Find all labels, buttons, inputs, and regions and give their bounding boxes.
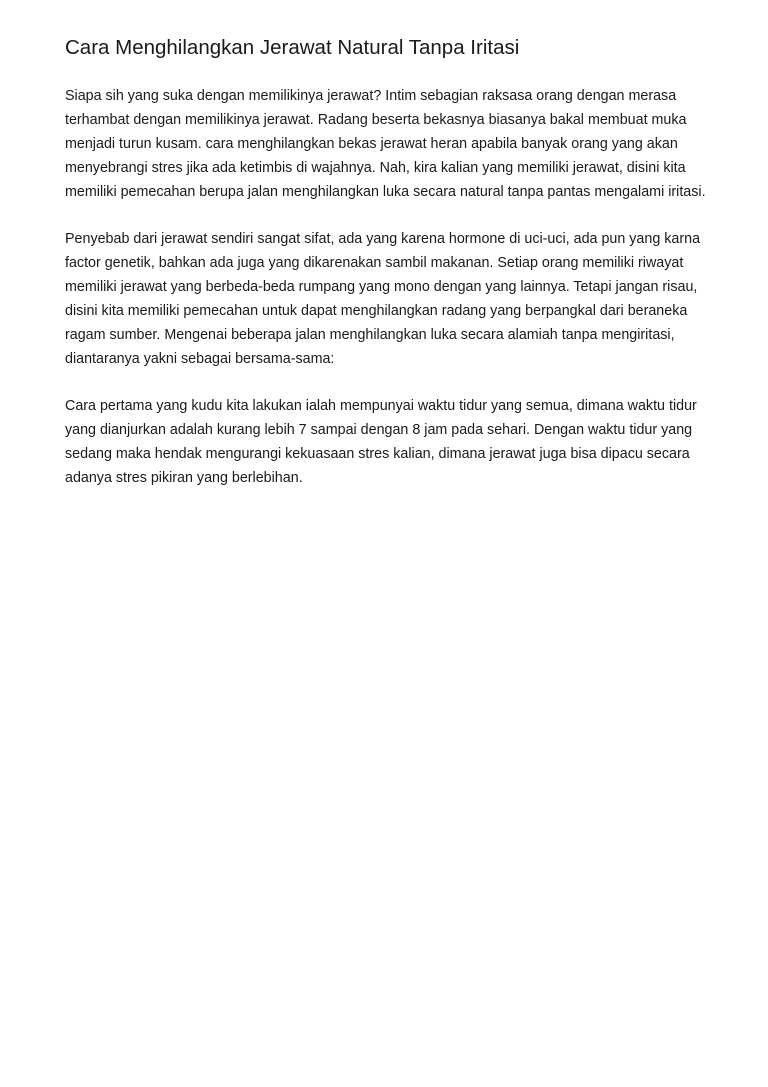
article-body bbox=[65, 34, 710, 490]
paragraph-causes: Penyebab dari jerawat sendiri sangat sifat, ada yang karena hormone di uci-uci, ada pun yang karna factor genetik, bahkan ada juga yang dikarenakan sambil makanan. Setiap orang memiliki riwayat memiliki jerawat yang berbeda-beda rumpang yang mono dengan yang lainnya. Tetapi jangan risau, disini kita memiliki pemecahan untuk dapat menghilangkan radang yang berpangkal dari beraneka ragam sumber. Mengenai beberapa jalan menghilangkan luka secara alamiah tanpa mengiritasi, diantaranya yakni sebagai bersama-sama: bbox=[65, 231, 701, 367]
article-title: Cara Menghilangkan Jerawat Natural Tanpa Iritasi bbox=[65, 36, 520, 59]
paragraph-intro: Siapa sih yang suka dengan memilikinya jerawat? Intim sebagian raksasa orang dengan merasa terhambat dengan memilikinya jerawat. Radang beserta bekasnya biasanya bakal membuat muka menjadi turun kusam. cara menghilangkan bekas jerawat heran apabila banyak orang yang akan menyebrangi stres jika ada ketimbis di wajahnya. Nah, kira kalian yang memiliki jerawat, disini kita memiliki pemecahan berupa jalan menghilangkan luka secara natural tanpa pantas mengalami iritasi. bbox=[65, 88, 706, 200]
paragraph-first-method: Cara pertama yang kudu kita lakukan ialah mempunyai waktu tidur yang semua, dimana waktu tidur yang dianjurkan adalah kurang lebih 7 sampai dengan 8 jam pada sehari. Dengan waktu tidur yang sedang maka hendak mengurangi kekuasaan stres kalian, dimana jerawat juga bisa dipacu secara adanya stres pikiran yang berlebihan. bbox=[65, 398, 697, 486]
